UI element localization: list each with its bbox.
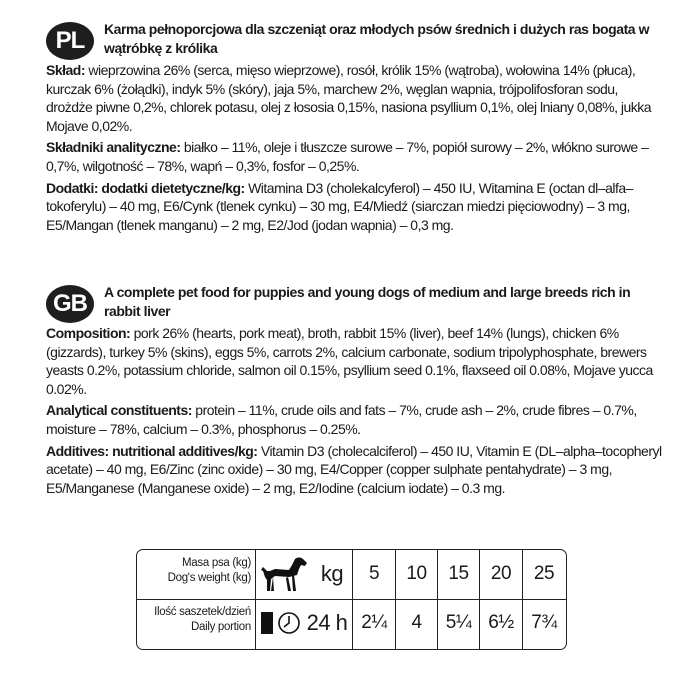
table-divider — [255, 550, 256, 649]
analytical-gb — [46, 401, 666, 438]
additives-gb — [46, 442, 666, 498]
portion-cell: 2¼ — [361, 612, 387, 633]
weight-cell: 20 — [490, 563, 512, 584]
badge-gb: GB — [46, 285, 94, 323]
weight-cell: 10 — [406, 563, 427, 584]
analytical-text-pl: białko – 11%, oleje i tłuszcze surowe – 7%, popiół surowy – 2%, włókno surowe – 0,7%, wilgotność – 78%, wapń – 0,3%, fosfor – 0,25%. — [46, 139, 649, 174]
analytical-label-gb: Analytical constituents: — [46, 402, 192, 419]
portion-cell: 6½ — [488, 612, 514, 633]
composition-text-pl: wieprzowina 26% (serca, mięso wieprzowe), rosół, królik 15% (wątroba), wołowina 14% (płuca), kurczak 6% (żołądki), indyk 5% (skóry), jaja 5%, marchew 2%, węglan wapnia, trójpolifosforan sodu, drożdże piwne 0,2%, chlorek potasu, olej z łososia 0,15%, nasiona psyllium 0,1%, olej lniany 0,08%, jukka Mojave 0,02%. — [46, 62, 652, 134]
analytical-pl — [46, 138, 666, 175]
weight-cell: 25 — [533, 563, 555, 584]
composition-gb — [46, 324, 666, 398]
row-label-weight-gb: Dog's weight (kg) — [167, 572, 251, 584]
row-label-weight-pl: Masa psa (kg) — [182, 557, 251, 569]
portion-cell: 5¼ — [445, 612, 472, 633]
badge-pl: PL — [46, 22, 94, 60]
section-pl — [46, 20, 666, 234]
feeding-table — [136, 549, 567, 650]
clock-icon — [277, 611, 301, 635]
composition-label-gb: Composition: — [46, 325, 131, 341]
weight-cell: 5 — [368, 563, 380, 584]
composition-label-pl: Skład: — [46, 62, 86, 78]
row-label-portion — [137, 605, 251, 635]
additives-text-gb: Vitamin D3 (cholecalciferol) – 450 IU, Vitamin E (DL–alpha–tocopheryl acetate) – 40 mg, E6/Zinc (zinc oxide) – 30 mg, E4/Copper (copper sulphate pentahydrate) – 3 mg, E5/Manganese (Manganese oxide) – 2 mg, E2/Iodine (calcium iodate) – 0.3 mg. — [46, 442, 662, 496]
additives-label-gb: Additives: nutritional additives/kg: — [46, 442, 258, 459]
dog-icon — [261, 555, 309, 595]
section-gb — [46, 283, 666, 497]
portion-cell: 7¾ — [531, 612, 557, 633]
heading-pl: Karma pełnoporcjowa dla szczeniąt oraz młodych psów średnich i dużych ras bogata w wątróbkę z królika — [104, 21, 650, 56]
composition-text-gb: pork 26% (hearts, pork meat), broth, rabbit 15% (liver), beef 14% (lungs), chicken 6% (gizzards), turkey 5% (skins), eggs 5%, carrots 2%, calcium carbonate, sodium tripolyphosphate, brewers yeasts 0.2%, potassium chloride, salmon oil 0.15%, psyllium seed 0.1%, flaxseed oil 0.08%, Mojave yucca 0.02%. — [46, 325, 653, 397]
row-label-weight — [137, 556, 251, 586]
unit-kg: kg — [320, 561, 344, 586]
additives-pl — [46, 179, 666, 235]
row-label-portion-pl: Ilość saszetek/dzień — [154, 606, 251, 618]
additives-text-pl: Witamina D3 (cholekalcyferol) – 450 IU, Witamina E (octan dl–alfa–tokoferylu) – 40 mg, E6/Cynk (tlenek cynku) – 30 mg, E4/Miedź (siarczan miedzi pięciowodny) – 3 mg, E5/Mangan (tlenek manganu) – 2 mg, E2/Jod (jodan wapnia) – 0,3 mg. — [46, 179, 633, 233]
row-label-portion-gb: Daily portion — [190, 621, 251, 633]
analytical-label-pl: Składniki analityczne: — [46, 139, 181, 156]
sachet-icon — [261, 612, 273, 634]
analytical-text-gb: protein – 11%, crude oils and fats – 7%, crude ash – 2%, crude fibres – 0.7%, moisture – 78%, calcium – 0.3%, phosphorus – 0.25%. — [46, 402, 637, 437]
additives-label-pl: Dodatki: dodatki dietetyczne/kg: — [46, 179, 245, 196]
portion-cell: 4 — [411, 612, 422, 633]
heading-gb: A complete pet food for puppies and young dogs of medium and large breeds rich in rabbit liver — [104, 284, 631, 319]
composition-pl — [46, 61, 666, 135]
weight-cell: 15 — [448, 563, 469, 584]
unit-24h: 24 h — [306, 610, 348, 635]
